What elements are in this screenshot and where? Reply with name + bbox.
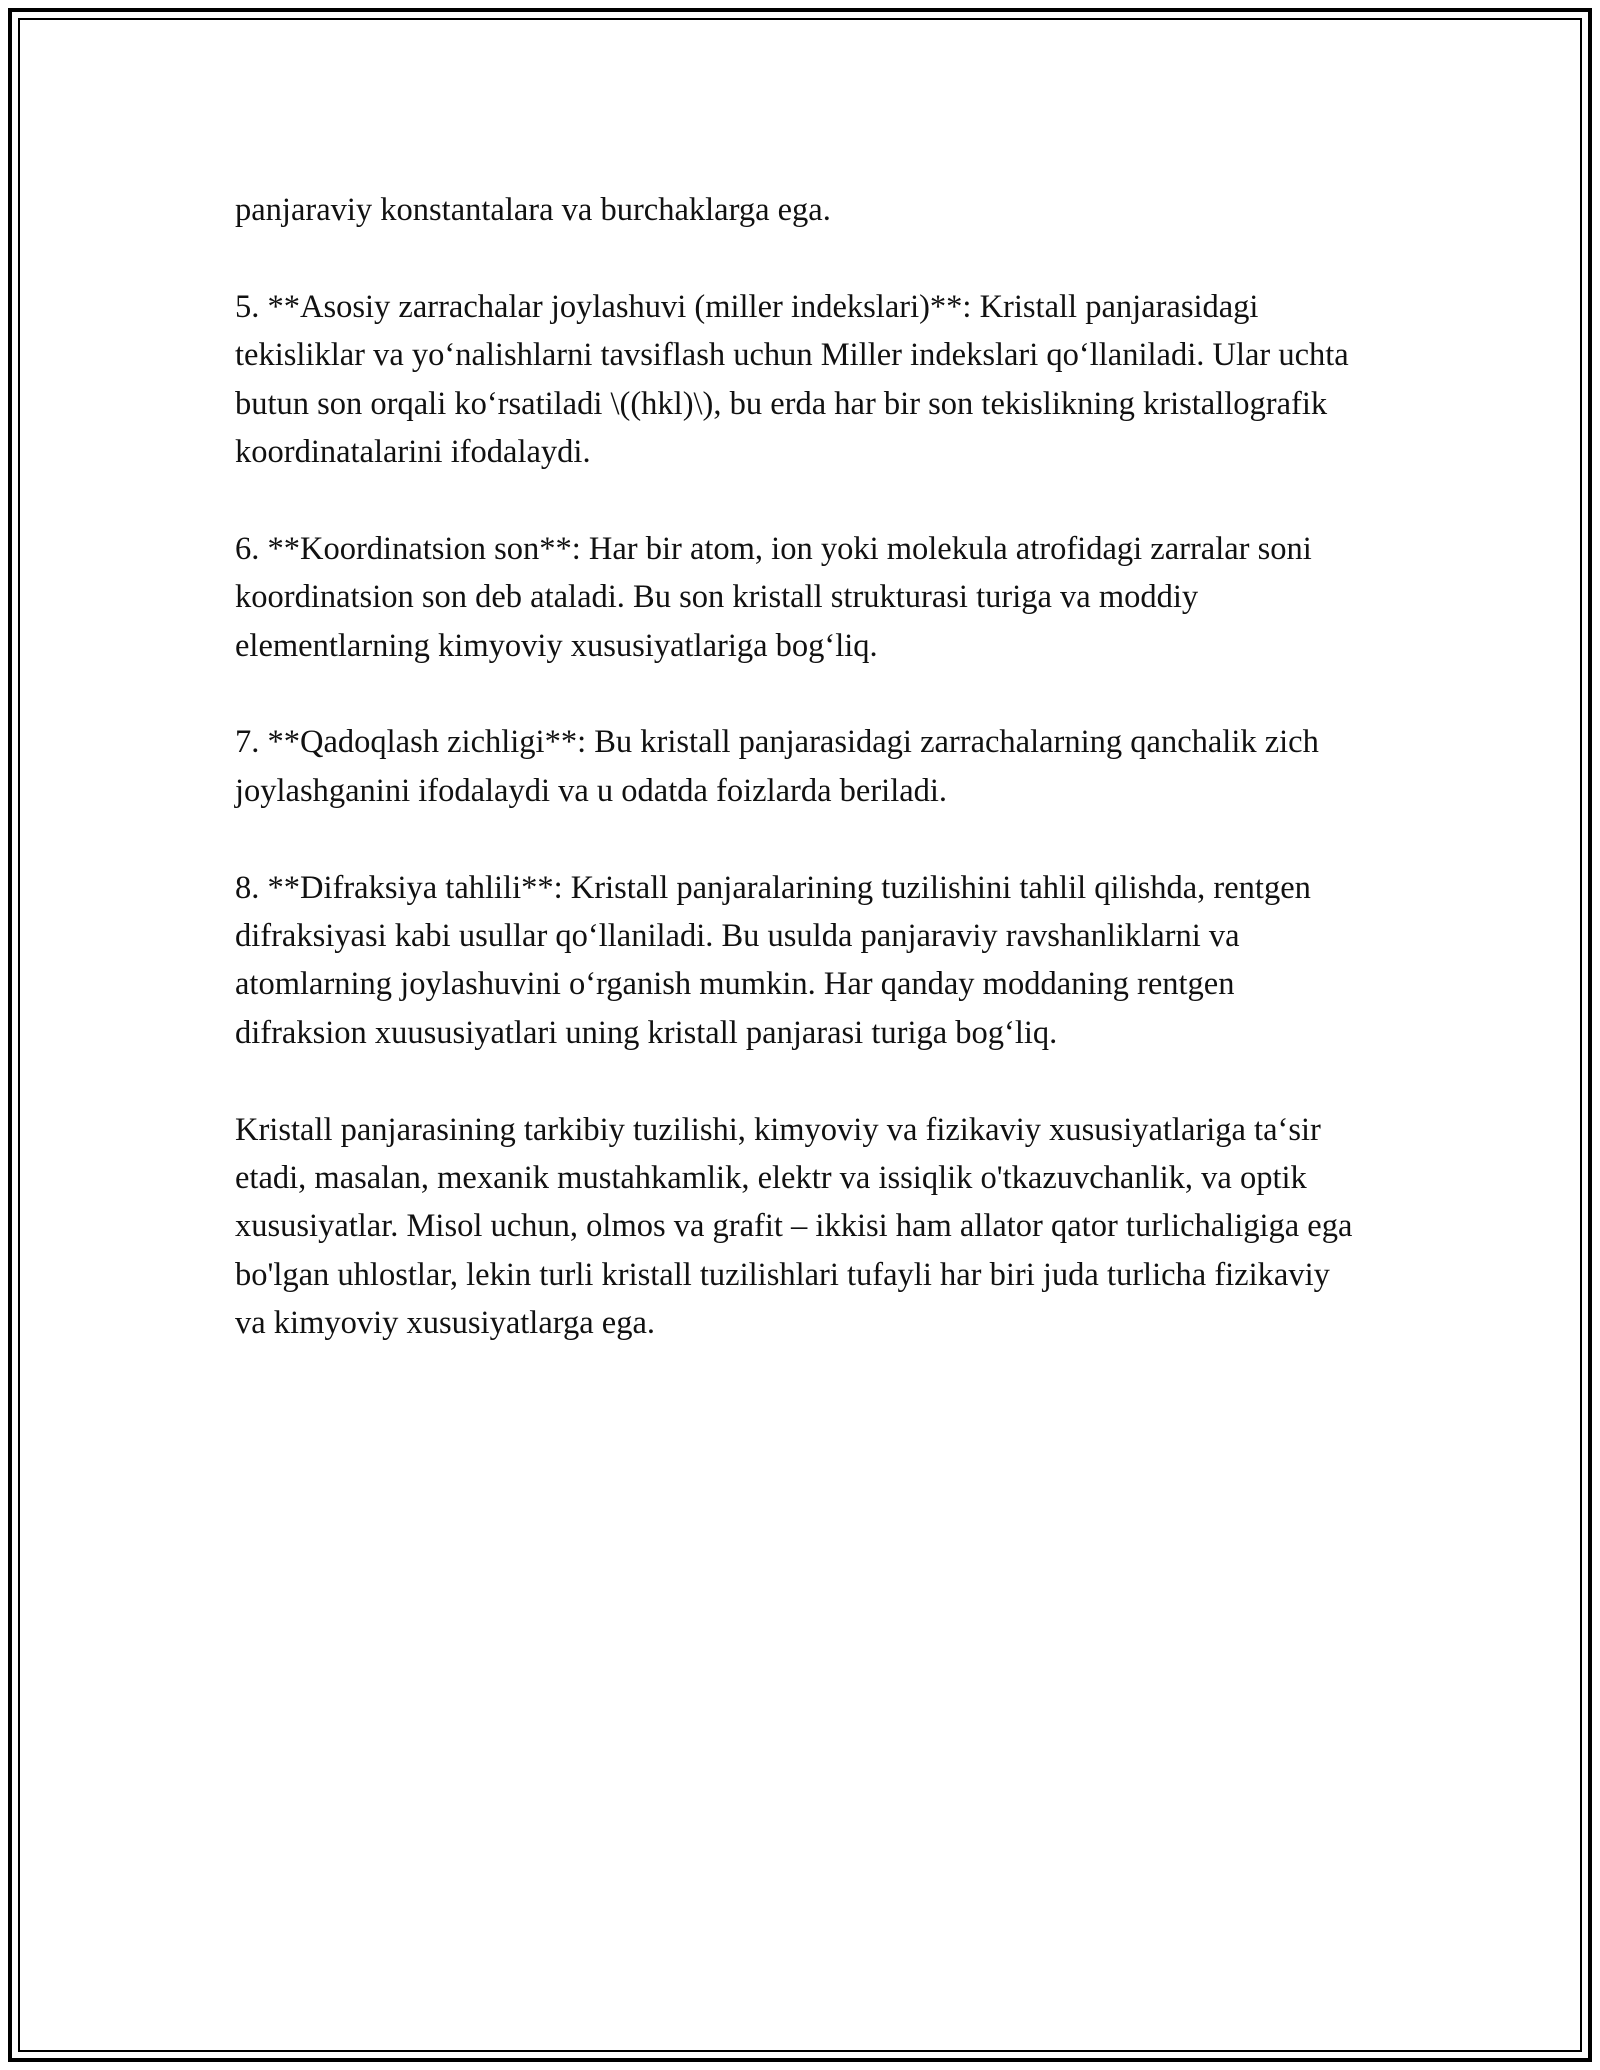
- paragraph-conclusion: Kristall panjarasining tarkibiy tuzilishi, kimyoviy va fizikaviy xususiyatlariga ta‘sir etadi, masalan, mexanik mustahkamlik, elektr va issiqlik o'tkazuvchanlik, va optik xususiyatlar. Misol uchun, olmos va grafit – ikkisi ham allator qator turlichaligiga ega bo'lgan uhlostlar, lekin turli kristall tuzilishlari tufayli har biri juda turlicha fizikaviy va kimyoviy xususiyatlarga ega.: [235, 1111, 1353, 1342]
- paragraph-diffraction-analysis: 8. **Difraksiya tahlili**: Kristall panjaralarining tuzilishini tahlil qilishda, rentgen difraksiyasi kabi usullar qo‘llaniladi. Bu usulda panjaraviy ravshanliklarni va atomlarning joylashuvini o‘rganish mumkin. Har qanday moddaning rentgen difraksion xuususiyatlari uning kristall panjarasi turiga bog‘liq.: [235, 869, 1311, 1051]
- paragraph-packing-density: 7. **Qadoqlash zichligi**: Bu kristall panjarasidagi zarrachalarning qanchalik zich joylashganini ifodalaydi va u odatda foizlarda beriladi.: [235, 724, 1319, 809]
- paragraph-coordination-number: 6. **Koordinatsion son**: Har bir atom, ion yoki molekula atrofidagi zarralar soni koordinatsion son deb ataladi. Bu son kristall strukturasi turiga va moddiy elementlarning kimyoviy xususiyatlariga bog‘liq.: [235, 530, 1312, 664]
- paragraph-lattice-constants-end: panjaraviy konstantalara va burchaklarga ega.: [235, 192, 831, 228]
- paragraph-miller-indices: 5. **Asosiy zarrachalar joylashuvi (miller indekslari)**: Kristall panjarasidagi tekisliklar va yo‘nalishlarni tavsiflash uchun Miller indekslari qo‘llaniladi. Ular uchta butun son orqali ko‘rsatiladi \((hkl)\), bu erda har bir son tekislikning kristallografik koordinatalarini ifodalaydi.: [235, 288, 1349, 471]
- document-body: [235, 186, 1365, 1348]
